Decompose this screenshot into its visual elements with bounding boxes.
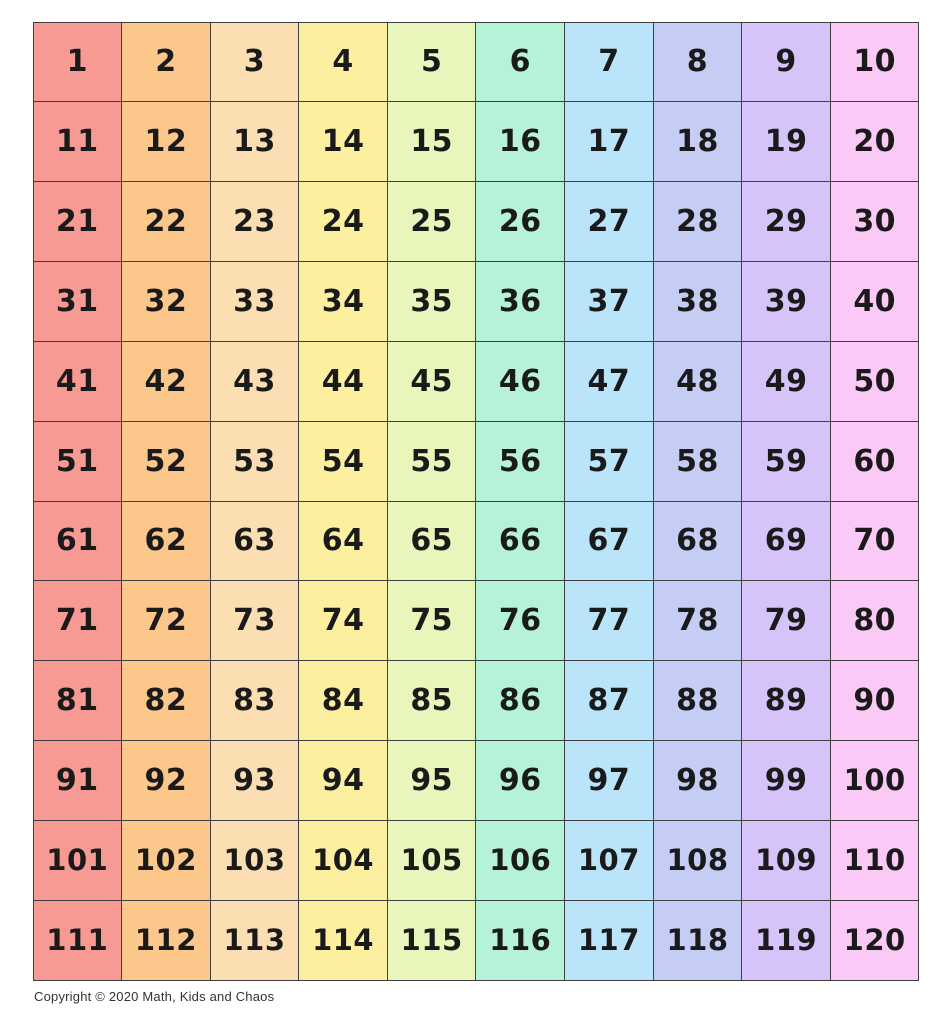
number-cell[interactable]: 101 — [33, 820, 123, 901]
number-cell[interactable]: 117 — [564, 900, 654, 981]
number-chart-grid — [33, 22, 919, 980]
number-cell[interactable]: 94 — [298, 740, 388, 821]
number-cell[interactable]: 55 — [387, 421, 477, 502]
number-cell[interactable]: 36 — [475, 261, 565, 342]
number-cell[interactable]: 46 — [475, 341, 565, 422]
number-cell[interactable]: 107 — [564, 820, 654, 901]
number-cell[interactable]: 68 — [653, 501, 743, 582]
number-cell[interactable]: 17 — [564, 101, 654, 182]
number-cell[interactable]: 75 — [387, 580, 477, 661]
number-cell[interactable]: 78 — [653, 580, 743, 661]
number-cell[interactable]: 83 — [210, 660, 300, 741]
number-cell[interactable]: 44 — [298, 341, 388, 422]
number-cell[interactable]: 115 — [387, 900, 477, 981]
number-cell[interactable]: 32 — [121, 261, 211, 342]
number-cell[interactable]: 34 — [298, 261, 388, 342]
number-cell[interactable]: 60 — [830, 421, 920, 502]
number-cell[interactable]: 96 — [475, 740, 565, 821]
number-cell[interactable]: 16 — [475, 101, 565, 182]
number-cell[interactable]: 58 — [653, 421, 743, 502]
number-cell[interactable]: 47 — [564, 341, 654, 422]
number-cell[interactable]: 111 — [33, 900, 123, 981]
number-cell[interactable]: 89 — [741, 660, 831, 741]
number-cell[interactable]: 120 — [830, 900, 920, 981]
number-cell[interactable]: 103 — [210, 820, 300, 901]
number-cell[interactable]: 1 — [33, 22, 123, 103]
number-cell[interactable]: 91 — [33, 740, 123, 821]
number-cell[interactable]: 26 — [475, 181, 565, 262]
number-cell[interactable]: 88 — [653, 660, 743, 741]
number-cell[interactable]: 12 — [121, 101, 211, 182]
number-cell[interactable]: 113 — [210, 900, 300, 981]
number-cell[interactable]: 86 — [475, 660, 565, 741]
copyright-text: Copyright © 2020 Math, Kids and Chaos — [34, 989, 275, 1004]
number-cell[interactable]: 114 — [298, 900, 388, 981]
number-cell[interactable]: 11 — [33, 101, 123, 182]
number-cell[interactable]: 42 — [121, 341, 211, 422]
number-cell[interactable]: 74 — [298, 580, 388, 661]
number-cell[interactable]: 19 — [741, 101, 831, 182]
number-cell[interactable]: 37 — [564, 261, 654, 342]
number-cell[interactable]: 81 — [33, 660, 123, 741]
number-cell[interactable]: 90 — [830, 660, 920, 741]
number-cell[interactable]: 100 — [830, 740, 920, 821]
number-cell[interactable]: 106 — [475, 820, 565, 901]
number-cell[interactable]: 7 — [564, 22, 654, 103]
number-cell[interactable]: 59 — [741, 421, 831, 502]
number-cell[interactable]: 67 — [564, 501, 654, 582]
number-cell[interactable]: 31 — [33, 261, 123, 342]
number-cell[interactable]: 51 — [33, 421, 123, 502]
number-cell[interactable]: 105 — [387, 820, 477, 901]
number-cell[interactable]: 102 — [121, 820, 211, 901]
number-cell[interactable]: 48 — [653, 341, 743, 422]
number-cell[interactable]: 4 — [298, 22, 388, 103]
number-cell[interactable]: 39 — [741, 261, 831, 342]
number-cell[interactable]: 28 — [653, 181, 743, 262]
number-cell[interactable]: 15 — [387, 101, 477, 182]
number-cell[interactable]: 24 — [298, 181, 388, 262]
number-cell[interactable]: 66 — [475, 501, 565, 582]
number-cell[interactable]: 109 — [741, 820, 831, 901]
number-cell[interactable]: 84 — [298, 660, 388, 741]
number-cell[interactable]: 49 — [741, 341, 831, 422]
number-cell[interactable]: 33 — [210, 261, 300, 342]
number-cell[interactable]: 54 — [298, 421, 388, 502]
number-cell[interactable]: 119 — [741, 900, 831, 981]
number-cell[interactable]: 23 — [210, 181, 300, 262]
number-cell[interactable]: 8 — [653, 22, 743, 103]
number-cell[interactable]: 61 — [33, 501, 123, 582]
number-cell[interactable]: 52 — [121, 421, 211, 502]
number-cell[interactable]: 10 — [830, 22, 920, 103]
number-cell[interactable]: 25 — [387, 181, 477, 262]
number-cell[interactable]: 69 — [741, 501, 831, 582]
number-cell[interactable]: 82 — [121, 660, 211, 741]
number-cell[interactable]: 29 — [741, 181, 831, 262]
number-cell[interactable]: 116 — [475, 900, 565, 981]
number-cell[interactable]: 62 — [121, 501, 211, 582]
number-cell[interactable]: 9 — [741, 22, 831, 103]
number-cell[interactable]: 108 — [653, 820, 743, 901]
number-cell[interactable]: 77 — [564, 580, 654, 661]
number-cell[interactable]: 38 — [653, 261, 743, 342]
number-cell[interactable]: 85 — [387, 660, 477, 741]
number-cell[interactable]: 72 — [121, 580, 211, 661]
number-cell[interactable]: 118 — [653, 900, 743, 981]
number-cell[interactable]: 79 — [741, 580, 831, 661]
number-cell[interactable]: 104 — [298, 820, 388, 901]
number-cell[interactable]: 56 — [475, 421, 565, 502]
number-cell[interactable]: 45 — [387, 341, 477, 422]
number-cell[interactable]: 27 — [564, 181, 654, 262]
number-cell[interactable]: 22 — [121, 181, 211, 262]
number-cell[interactable]: 92 — [121, 740, 211, 821]
number-cell[interactable]: 99 — [741, 740, 831, 821]
number-cell[interactable]: 95 — [387, 740, 477, 821]
number-cell[interactable]: 97 — [564, 740, 654, 821]
number-cell[interactable]: 3 — [210, 22, 300, 103]
number-cell[interactable]: 21 — [33, 181, 123, 262]
number-cell[interactable]: 87 — [564, 660, 654, 741]
number-cell[interactable]: 63 — [210, 501, 300, 582]
number-cell[interactable]: 70 — [830, 501, 920, 582]
number-cell[interactable]: 93 — [210, 740, 300, 821]
number-cell[interactable]: 57 — [564, 421, 654, 502]
number-cell[interactable]: 53 — [210, 421, 300, 502]
number-cell[interactable]: 98 — [653, 740, 743, 821]
number-cell[interactable]: 76 — [475, 580, 565, 661]
number-cell[interactable]: 40 — [830, 261, 920, 342]
number-cell[interactable]: 18 — [653, 101, 743, 182]
number-cell[interactable]: 112 — [121, 900, 211, 981]
number-cell[interactable]: 41 — [33, 341, 123, 422]
number-cell[interactable]: 43 — [210, 341, 300, 422]
number-cell[interactable]: 35 — [387, 261, 477, 342]
number-cell[interactable]: 80 — [830, 580, 920, 661]
number-cell[interactable]: 110 — [830, 820, 920, 901]
number-cell[interactable]: 2 — [121, 22, 211, 103]
number-cell[interactable]: 30 — [830, 181, 920, 262]
number-cell[interactable]: 64 — [298, 501, 388, 582]
number-cell[interactable]: 14 — [298, 101, 388, 182]
number-cell[interactable]: 6 — [475, 22, 565, 103]
number-cell[interactable]: 50 — [830, 341, 920, 422]
number-cell[interactable]: 13 — [210, 101, 300, 182]
number-cell[interactable]: 20 — [830, 101, 920, 182]
number-cell[interactable]: 73 — [210, 580, 300, 661]
number-cell[interactable]: 65 — [387, 501, 477, 582]
number-cell[interactable]: 5 — [387, 22, 477, 103]
number-cell[interactable]: 71 — [33, 580, 123, 661]
